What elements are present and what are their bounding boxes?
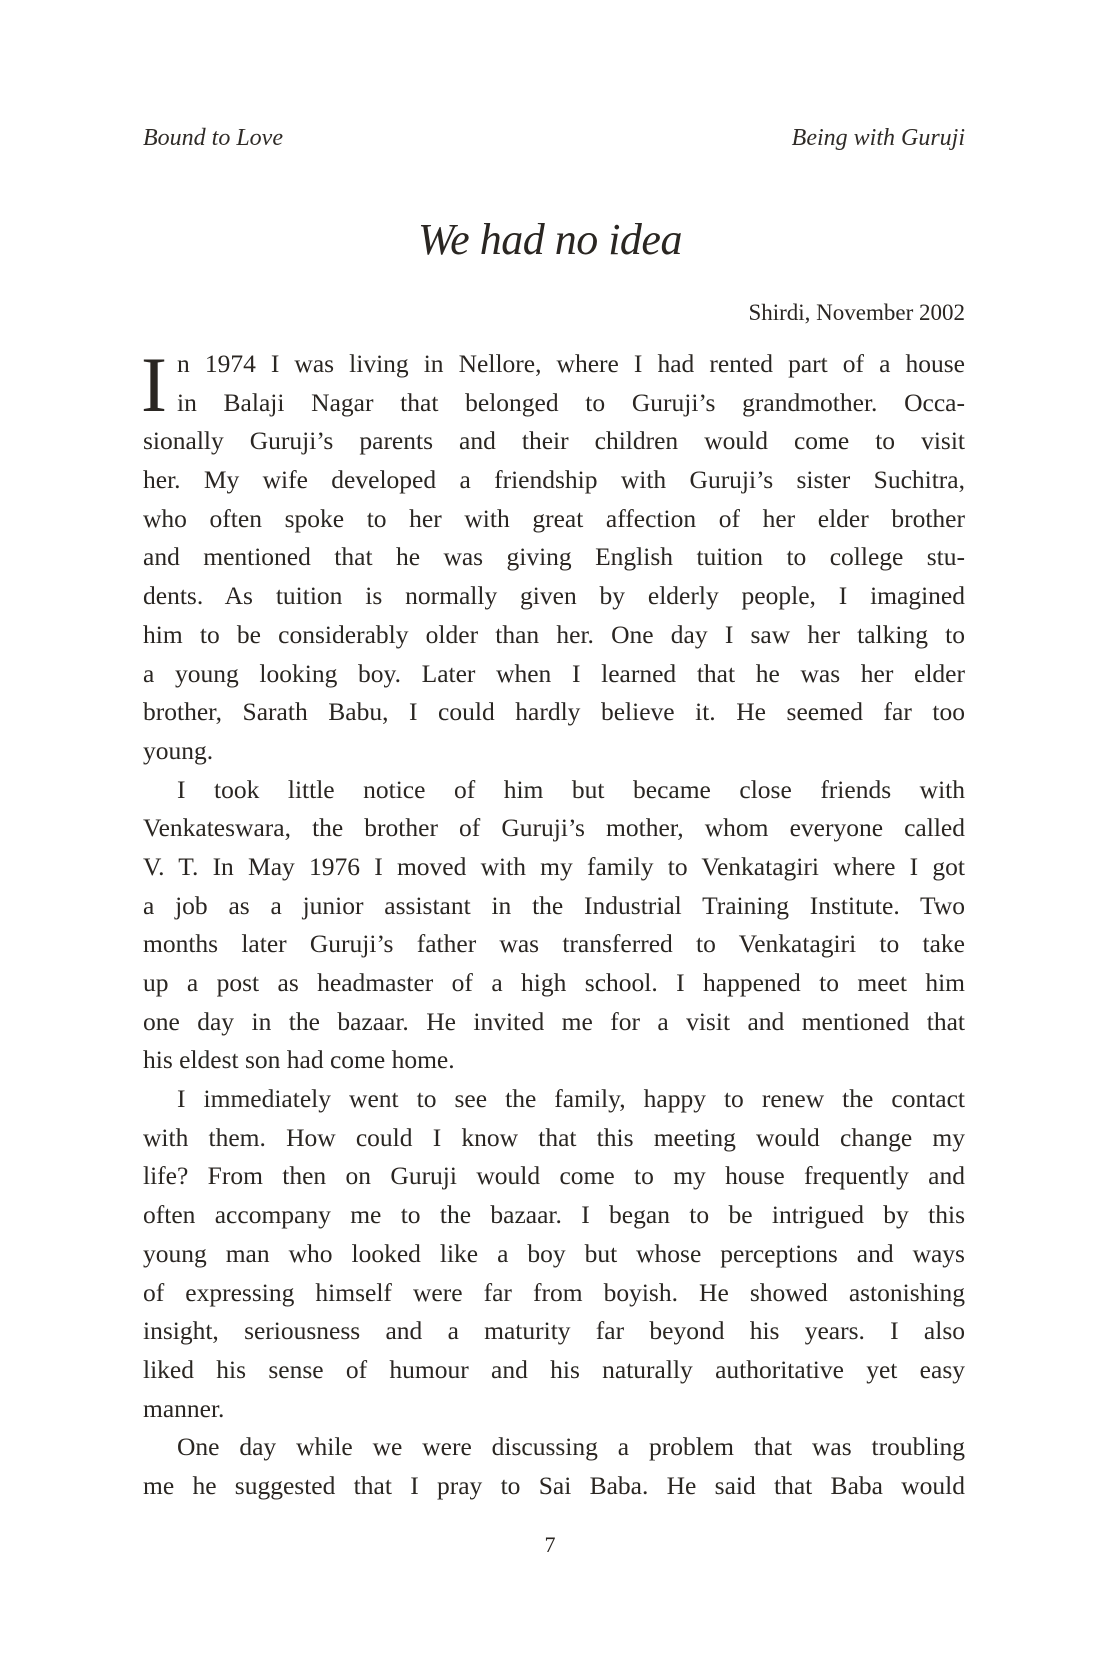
running-head-book-title: Bound to Love bbox=[143, 125, 283, 151]
body-line: Venkateswara, the brother of Guruji’s mother, whom everyone called bbox=[143, 813, 965, 843]
body-line: manner. bbox=[143, 1393, 225, 1423]
body-line: One day while we were discussing a problem that was troubling bbox=[177, 1432, 965, 1462]
body-line: one day in the bazaar. He invited me for a visit and mentioned that bbox=[143, 1006, 965, 1036]
body-line: a job as a junior assistant in the Industrial Training Institute. Two bbox=[143, 890, 965, 920]
body-line: young man who looked like a boy but whose perceptions and ways bbox=[143, 1238, 965, 1268]
body-line: I took little notice of him but became close friends with bbox=[177, 774, 965, 804]
body-line: months later Guruji’s father was transferred to Venkatagiri to take bbox=[143, 929, 965, 959]
body-line: his eldest son had come home. bbox=[143, 1045, 455, 1075]
body-line: life? From then on Guruji would come to my house frequently and bbox=[143, 1161, 965, 1191]
chapter-dateline: Shirdi, November 2002 bbox=[748, 300, 965, 325]
body-line: a young looking boy. Later when I learned that he was her elder bbox=[143, 658, 965, 688]
body-line: I immediately went to see the family, happy to renew the contact bbox=[177, 1084, 965, 1114]
chapter-title: We had no idea bbox=[418, 215, 682, 264]
body-line: in Balaji Nagar that belonged to Guruji’s grandmother. Occa- bbox=[177, 387, 965, 417]
body-line: insight, seriousness and a maturity far beyond his years. I also bbox=[143, 1316, 965, 1346]
body-line: V. T. In May 1976 I moved with my family to Venkatagiri where I got bbox=[143, 851, 965, 881]
drop-cap: I bbox=[141, 341, 167, 428]
running-head-section-title: Being with Guruji bbox=[791, 125, 965, 151]
body-line: young. bbox=[143, 735, 214, 765]
body-line: brother, Sarath Babu, I could hardly believe it. He seemed far too bbox=[143, 697, 965, 727]
body-line: often accompany me to the bazaar. I began to be intrigued by this bbox=[143, 1200, 965, 1230]
body-line: her. My wife developed a friendship with Guruji’s sister Suchitra, bbox=[143, 465, 965, 495]
body-line: with them. How could I know that this meeting would change my bbox=[143, 1122, 965, 1152]
body-line: liked his sense of humour and his naturally authoritative yet easy bbox=[143, 1354, 965, 1384]
body-line: me he suggested that I pray to Sai Baba. He said that Baba would bbox=[143, 1470, 965, 1500]
body-line: of expressing himself were far from boyish. He showed astonishing bbox=[143, 1277, 965, 1307]
body-line-text: n 1974 I was living in Nellore, where I had rented part of a house bbox=[177, 349, 965, 378]
body-text bbox=[141, 341, 965, 1506]
page-number: 7 bbox=[544, 1532, 556, 1557]
body-line: dents. As tuition is normally given by elderly people, I imagined bbox=[143, 581, 965, 611]
body-line: up a post as headmaster of a high school. I happened to meet him bbox=[143, 968, 965, 997]
body-line: who often spoke to her with great affection of her elder brother bbox=[143, 503, 965, 533]
body-line: and mentioned that he was giving English tuition to college stu- bbox=[143, 542, 965, 572]
body-line: sionally Guruji’s parents and their children would come to visit bbox=[143, 426, 965, 456]
body-line: him to be considerably older than her. One day I saw her talking to bbox=[143, 619, 965, 649]
